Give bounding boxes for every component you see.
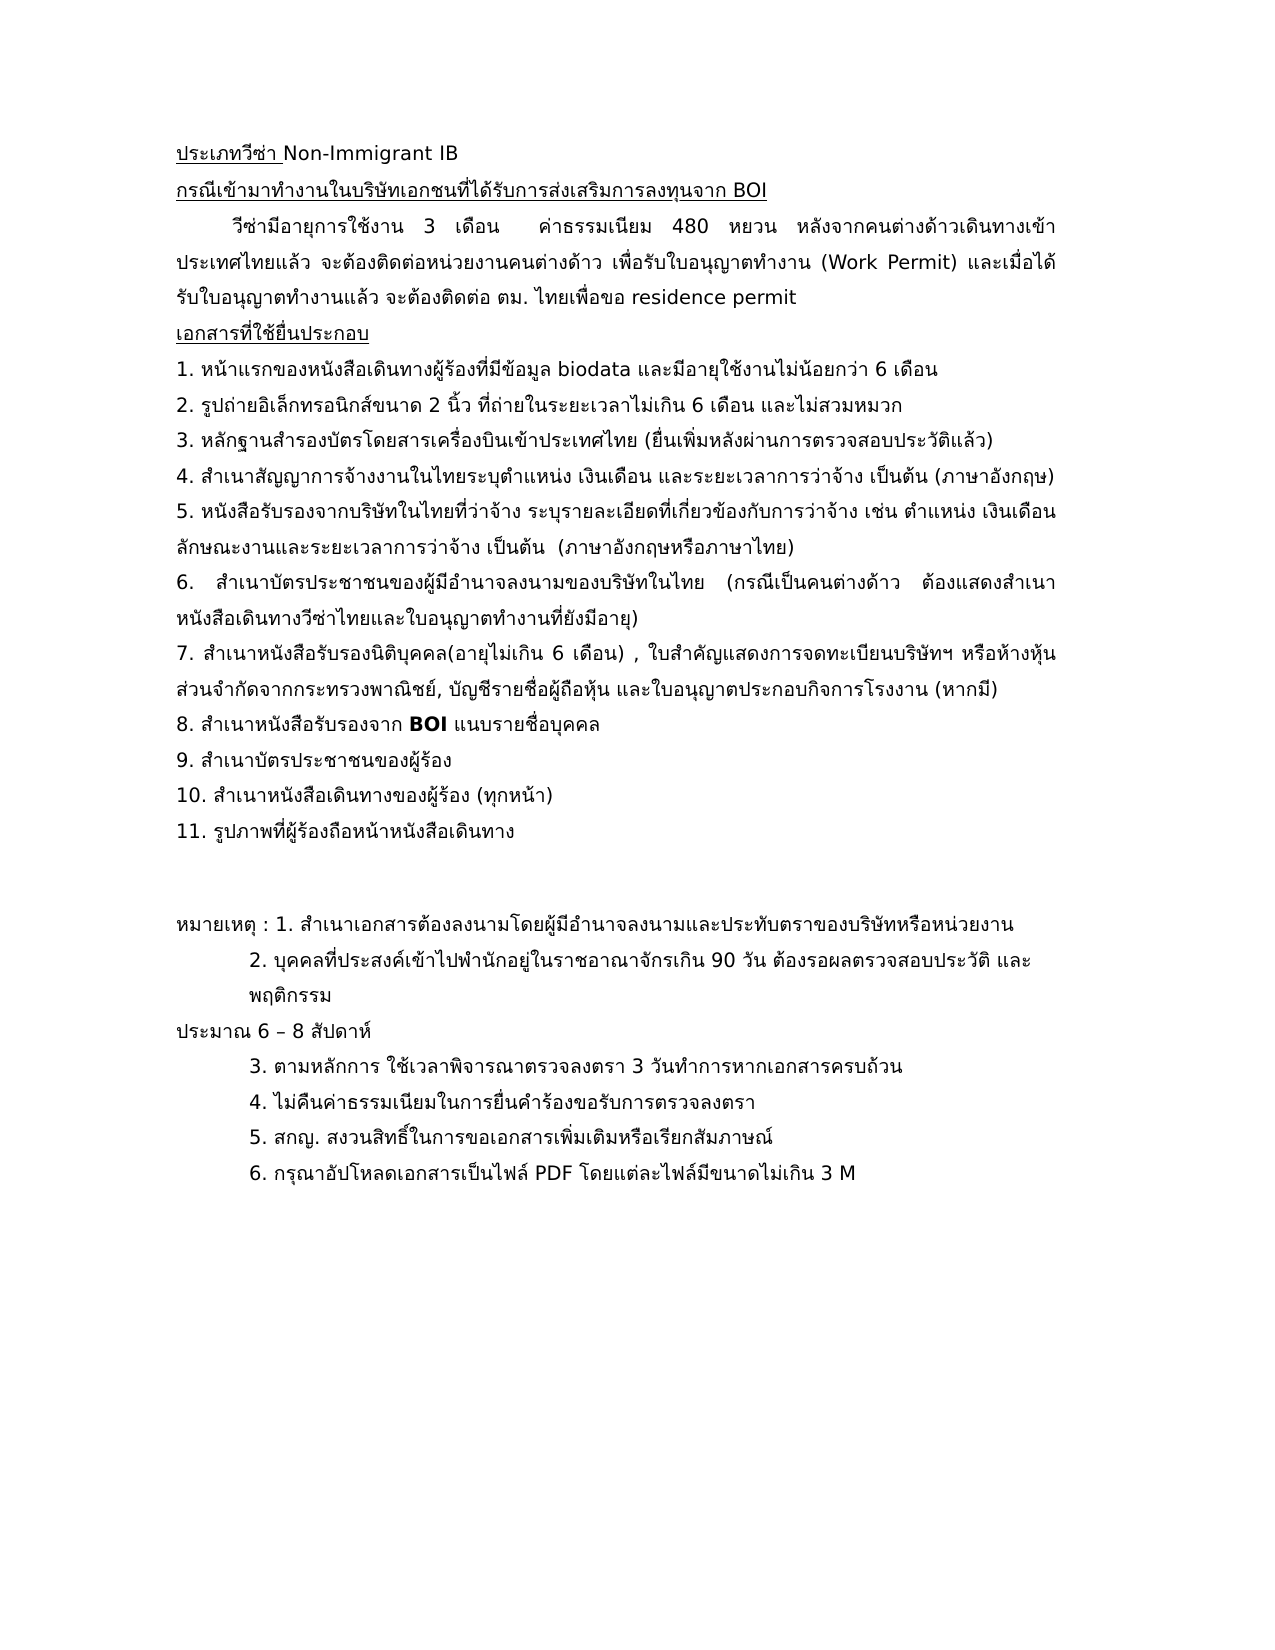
note-5-line: 5. สกญ. สงวนสิทธิ์ในการขอเอกสารเพิ่มเติมหรือเรียกสัมภาษณ์ [249,1126,773,1149]
document-item-11: 11. รูปภาพที่ผู้ร้องถือหน้าหนังสือเดินทาง [176,819,515,843]
document-item-8 [176,707,1056,743]
visa-case-heading-row [176,173,1056,210]
document-item-6: 6. สำเนาบัตรประชาชนของผู้มีอำนาจลงนามของบริษัทในไทย (กรณีเป็นคนต่างด้าว ต้องแสดงสำเนาหนังสือเดินทางวีซ่าไทยและใบอนุญาตทำงานที่ยังมีอายุ) [176,571,1056,630]
document-item-4: 4. สำเนาสัญญาการจ้างงานในไทยระบุตำแหน่ง เงินเดือน และระยะเวลาการว่าจ้าง เป็นต้น (ภาษาอังกฤษ) [176,464,1055,488]
documents-heading: เอกสารที่ใช้ยื่นประกอบ [176,321,370,345]
documents-heading-row [176,316,1056,353]
visa-type-heading-plain: Non-Immigrant IB [283,142,459,165]
document-item-2: 2. รูปถ่ายอิเล็กทรอนิกส์ขนาด 2 นิ้ว ที่ถ่ายในระยะเวลาไม่เกิน 6 เดือน และไม่สวมหมวก [176,393,903,417]
section-spacer [176,849,1056,907]
document-item-3: 3. หลักฐานสำรองบัตรโดยสารเครื่องบินเข้าประเทศไทย (ยื่นเพิ่มหลังผ่านการตรวจสอบประวัติแล้ว) [176,429,994,452]
visa-type-heading-row [176,136,1056,173]
note-1-line [176,907,1056,943]
document-item-10: 10. สำเนาหนังสือเดินทางของผู้ร้อง (ทุกหน้า) [176,784,554,807]
visa-type-heading-underlined: ประเภทวีซ่า [176,142,284,165]
document-body [176,136,1063,1191]
document-item-7: 7. สำเนาหนังสือรับรองนิติบุคคล(อายุไม่เกิน 6 เดือน) , ใบสำคัญแสดงการจดทะเบียนบริษัทฯ หรือห้างหุ้นส่วนจำกัดจากกระทรวงพาณิชย์, บัญชีรายชื่อผู้ถือหุ้น และใบอนุญาตประกอบกิจการโรงงาน (หากมี) [176,642,1056,701]
note-2-line: 2. บุคคลที่ประสงค์เข้าไปพำนักอยู่ในราชอาณาจักรเกิน 90 วัน ต้องรอผลตรวจสอบประวัติ และพฤติกรรม [249,948,1032,1007]
note-6-line: 6. กรุณาอัปโหลดเอกสารเป็นไฟล์ PDF โดยแต่ละไฟล์มีขนาดไม่เกิน 3 M [249,1161,856,1185]
notes-label: หมายเหตุ : [176,913,276,936]
notes-section [176,907,1056,1191]
document-item-8-suffix: แนบรายชื่อบุคคล [447,713,601,736]
document-item-5: 5. หนังสือรับรองจากบริษัทในไทยที่ว่าจ้าง ระบุรายละเอียดที่เกี่ยวข้องกับการว่าจ้าง เช่น ตำแหน่ง เงินเดือน ลักษณะงานและระยะเวลาการว่าจ้าง เป็นต้น (ภาษาอังกฤษหรือภาษาไทย) [176,500,1063,559]
document-item-1: 1. หน้าแรกของหนังสือเดินทางผู้ร้องที่มีข้อมูล biodata และมีอายุใช้งานไม่น้อยกว่า 6 เดือน [176,358,938,381]
document-item-8-prefix: 8. สำเนาหนังสือรับรองจาก [176,713,409,736]
document-item-8-boi: BOI [408,713,448,736]
note-1-text: 1. สำเนาเอกสารต้องลงนามโดยผู้มีอำนาจลงนามและประทับตราของบริษัทหรือหน่วยงาน [275,913,1014,936]
note-2-continuation: ประมาณ 6 – 8 สัปดาห์ [176,1019,372,1043]
intro-paragraph: วีซ่ามีอายุการใช้งาน 3 เดือน ค่าธรรมเนียม 480 หยวน หลังจากคนต่างด้าวเดินทางเข้าประเทศไทยแล้ว จะต้องติดต่อหน่วยงานคนต่างด้าว เพื่อรับใบอนุญาตทำงาน (Work Permit) และเมื่อได้รับใบอนุญาตทำงานแล้ว จะต้องติดต่อ ตม. ไทยเพื่อขอ residence permit [176,215,1056,309]
visa-case-heading-underlined: กรณีเข้ามาทำงานในบริษัทเอกชนที่ได้รับการส่งเสริมการลงทุนจาก BOI [176,178,768,202]
note-3-line: 3. ตามหลักการ ใช้เวลาพิจารณาตรวจลงตรา 3 วันทำการหากเอกสารครบถ้วน [249,1055,903,1078]
document-item-9: 9. สำเนาบัตรประชาชนของผู้ร้อง [176,748,452,772]
note-4-line: 4. ไม่คืนค่าธรรมเนียมในการยื่นคำร้องขอรับการตรวจลงตรา [249,1090,756,1114]
